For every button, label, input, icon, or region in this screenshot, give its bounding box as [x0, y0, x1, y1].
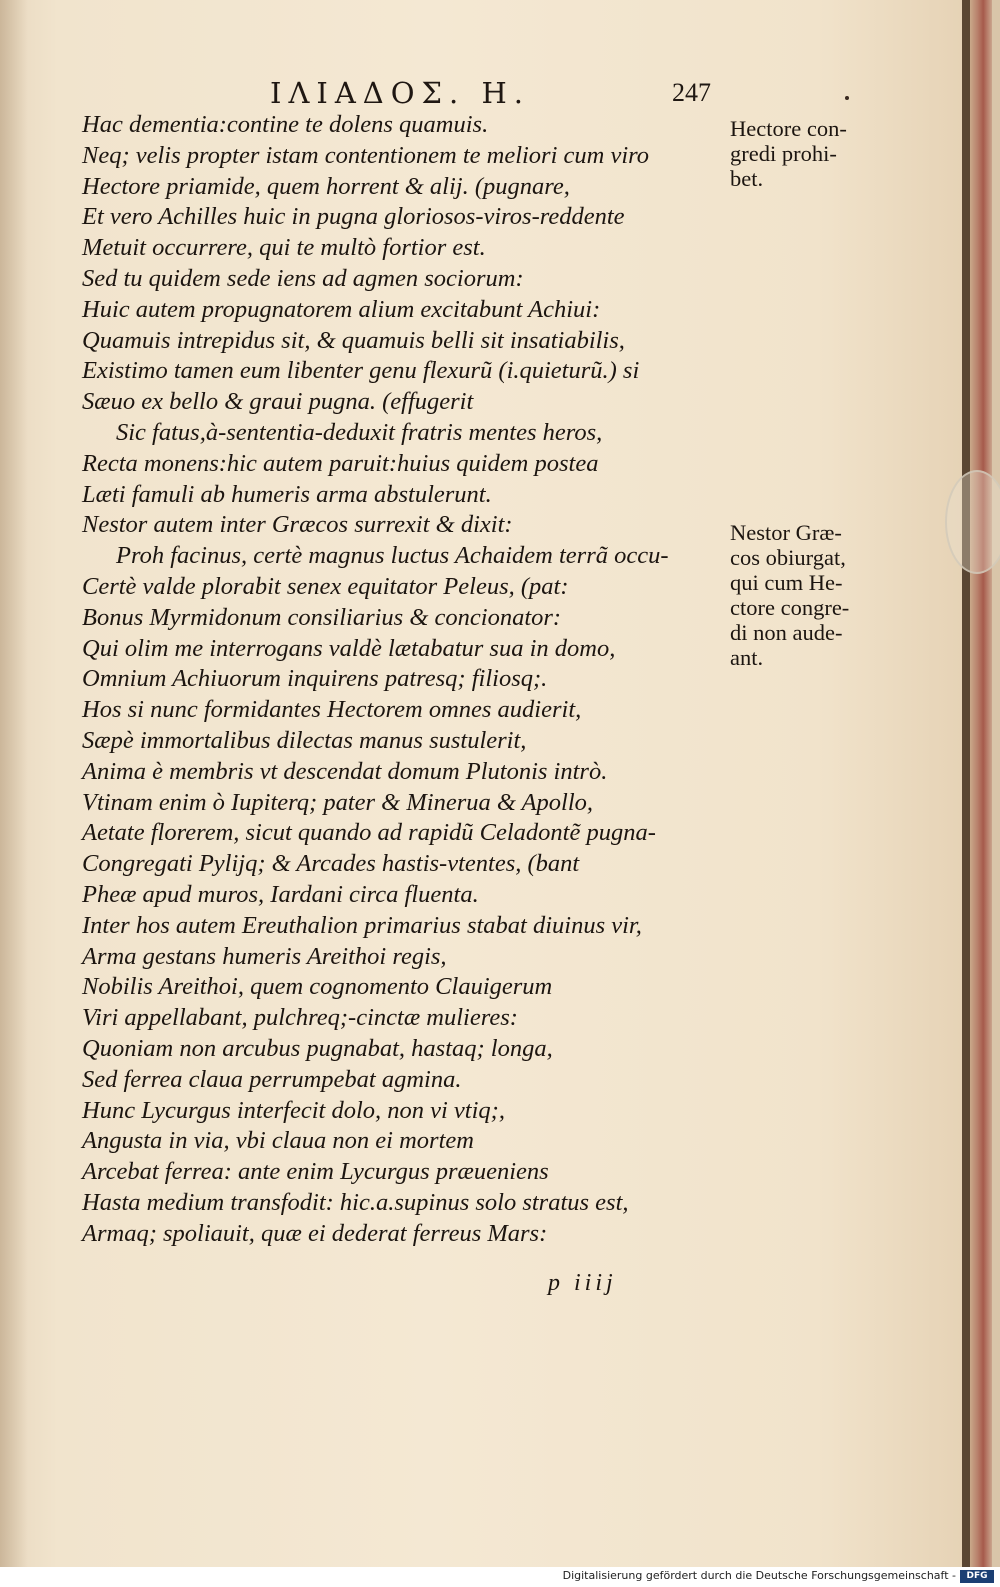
- verse-line: Arcebat ferrea: ante enim Lycurgus præueniens: [82, 1158, 549, 1186]
- verse-line: Nestor autem inter Græcos surrexit & dixit:: [82, 511, 513, 539]
- margin-note-nestor: [730, 520, 849, 670]
- verse-column: [82, 110, 732, 1249]
- page-edge-red: [970, 0, 992, 1567]
- verse-line: Angusta in via, vbi claua non ei mortem: [82, 1127, 474, 1155]
- margin-note-line: gredi prohi-: [730, 141, 837, 166]
- verse-line: Existimo tamen eum libenter genu flexurũ (i.quieturũ.) si: [82, 357, 640, 385]
- page-edge-light: [992, 0, 1000, 1567]
- funding-credit: Digitalisierung gefördert durch die Deutsche Forschungsgemeinschaft -: [562, 1569, 956, 1582]
- verse-line: Aetate florerem, sicut quando ad rapidũ Celadontẽ pugna-: [82, 819, 656, 847]
- verse-line: Armaq; spoliauit, quæ ei dederat ferreus Mars:: [82, 1219, 548, 1247]
- verse-line: Sæuo ex bello & graui pugna. (effugerit: [82, 388, 474, 416]
- verse-line: Bonus Myrmidonum consiliarius & concionator:: [82, 603, 562, 631]
- margin-note-line: Hectore con-: [730, 116, 847, 141]
- digitization-footer: [0, 1567, 1000, 1587]
- margin-note-line: ctore congre-: [730, 595, 850, 620]
- verse-line: Hac dementia:contine te dolens quamuis.: [82, 111, 489, 138]
- verse-line: Pheæ apud muros, Iardani circa fluenta.: [82, 880, 479, 908]
- verse-line: Congregati Pylijq; & Arcades hastis-vtentes, (bant: [82, 850, 580, 878]
- ink-speck: [845, 96, 849, 100]
- verse-line: Quoniam non arcubus pugnabat, hastaq; longa,: [82, 1034, 553, 1062]
- margin-note-hector: [730, 116, 847, 191]
- verse-line: Hasta medium transfodit: hic.a.supinus solo stratus est,: [82, 1188, 629, 1216]
- margin-note-line: qui cum He-: [730, 570, 843, 595]
- running-title: ΙΛΙΑΔΟΣ. Η.: [270, 76, 530, 110]
- signature-mark: p iiij: [548, 1270, 617, 1296]
- gutter-shadow: [0, 0, 28, 1567]
- verse-line: Metuit occurrere, qui te multò fortior est.: [82, 234, 486, 262]
- verse-line: Hunc Lycurgus interfecit dolo, non vi vtiq;,: [82, 1096, 505, 1124]
- verse-line: Nobilis Areithoi, quem cognomento Clauigerum: [82, 973, 553, 1001]
- verse-line: Proh facinus, certè magnus luctus Achaidem terrã occu-: [116, 542, 669, 570]
- verse-line: Inter hos autem Ereuthalion primarius stabat diuinus vir,: [82, 911, 642, 939]
- verse-line: Viri appellabant, pulchreq;-cinctæ mulieres:: [82, 1004, 518, 1032]
- margin-note-line: cos obiurgat,: [730, 545, 846, 570]
- verse-line: Læti famuli ab humeris arma abstulerunt.: [82, 480, 492, 508]
- verse-line: Sed tu quidem sede iens ad agmen sociorum:: [82, 264, 524, 292]
- verse-line: Sæpè immortalibus dilectas manus sustulerit,: [82, 726, 527, 754]
- page-header: [0, 76, 962, 110]
- verse-line: Neq; velis propter istam contentionem te meliori cum viro: [82, 141, 650, 169]
- verse-line: Et vero Achilles huic in pugna gloriosos-viros-reddente: [82, 203, 625, 231]
- margin-note-line: bet.: [730, 166, 764, 191]
- verse-line: Quamuis intrepidus sit, & quamuis belli sit insatiabilis,: [82, 326, 625, 354]
- verse-line: Omnium Achiuorum inquirens patresq; filiosq;.: [82, 665, 548, 693]
- verse-line: Hectore priamide, quem horrent & alij. (pugnare,: [82, 172, 570, 200]
- page-tab-ring: [945, 470, 1000, 574]
- verse-line: Arma gestans humeris Areithoi regis,: [82, 942, 447, 970]
- verse-line: Recta monens:hic autem paruit:huius quidem postea: [82, 449, 599, 477]
- margin-note-line: Nestor Græ-: [730, 520, 842, 545]
- margin-note-line: di non aude-: [730, 620, 843, 645]
- verse-line: Huic autem propugnatorem alium excitabunt Achiui:: [82, 295, 601, 323]
- dfg-logo-icon: DFG: [960, 1570, 994, 1583]
- verse-line: Sic fatus,à-sententia-deduxit fratris mentes heros,: [116, 418, 603, 446]
- page-number: 247: [672, 78, 711, 107]
- verse-line: Hos si nunc formidantes Hectorem omnes audierit,: [82, 696, 582, 724]
- verse-line: Sed ferrea claua perrumpebat agmina.: [82, 1065, 462, 1093]
- verse-line: Vtinam enim ò Iupiterq; pater & Minerua & Apollo,: [82, 788, 594, 816]
- verse-line: Certè valde plorabit senex equitator Peleus, (pat:: [82, 572, 569, 600]
- verse-line: Qui olim me interrogans valdè lætabatur sua in domo,: [82, 634, 616, 662]
- verse-line: Anima è membris vt descendat domum Plutonis intrò.: [82, 757, 608, 785]
- margin-note-line: ant.: [730, 645, 764, 670]
